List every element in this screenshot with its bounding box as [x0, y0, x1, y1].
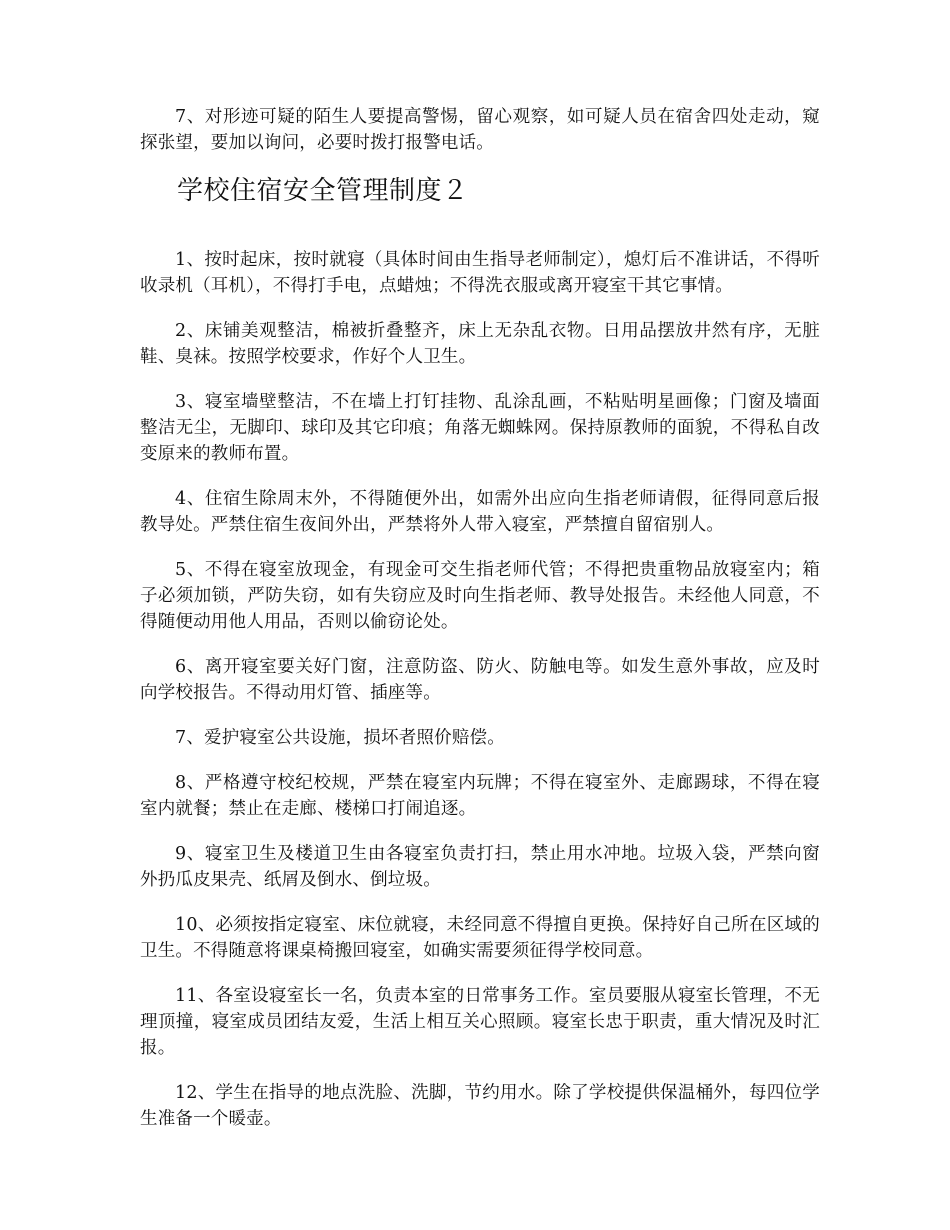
rule-paragraph: 8、严格遵守校纪校规，严禁在寝室内玩牌；不得在寝室外、走廊踢球，不得在寝室内就餐；禁止在走廊、楼梯口打闹追逐。	[140, 773, 820, 819]
rule-paragraph: 3、寝室墙壁整洁，不在墙上打钉挂物、乱涂乱画，不粘贴明星画像；门窗及墙面整洁无尘，无脚印、球印及其它印痕；角落无蜘蛛网。保持原教师的面貌，不得私自改变原来的教师布置。	[140, 392, 820, 464]
rule-paragraph: 6、离开寝室要关好门窗，注意防盗、防火、防触电等。如发生意外事故，应及时向学校报告。不得动用灯管、插座等。	[140, 657, 820, 703]
rule-paragraph: 1、按时起床，按时就寝（具体时间由生指导老师制定），熄灯后不准讲话，不得听收录机（耳机），不得打手电，点蜡烛；不得洗衣服或离开寝室干其它事情。	[140, 250, 820, 296]
rule-paragraph: 11、各室设寝室长一名，负责本室的日常事务工作。室员要服从寝室长管理，不无理顶撞，寝室成员团结友爱，生活上相互关心照顾。寝室长忠于职责，重大情况及时汇报。	[140, 986, 820, 1058]
document-page	[140, 104, 820, 1132]
rule-paragraph: 10、必须按指定寝室、床位就寝，未经同意不得擅自更换。保持好自己所在区域的卫生。不得随意将课桌椅搬回寝室，如确实需要须征得学校同意。	[140, 915, 820, 961]
rule-paragraph: 2、床铺美观整洁，棉被折叠整齐，床上无杂乱衣物。日用品摆放井然有序，无脏鞋、臭袜。按照学校要求，作好个人卫生。	[140, 321, 820, 367]
rule-paragraph: 7、爱护寝室公共设施，损坏者照价赔偿。	[175, 728, 505, 748]
rules-list	[140, 247, 820, 1132]
rule-paragraph: 5、不得在寝室放现金，有现金可交生指老师代管；不得把贵重物品放寝室内；箱子必须加锁，严防失窃，如有失窃应及时向生指老师、教导处报告。未经他人同意，不得随便动用他人用品，否则以偷窃论处。	[140, 560, 820, 632]
intro-paragraph: 7、对形迹可疑的陌生人要提高警惕，留心观察，如可疑人员在宿舍四处走动，窥探张望，要加以询问，必要时拨打报警电话。	[140, 107, 820, 153]
rule-paragraph: 12、学生在指导的地点洗脸、洗脚，节约用水。除了学校提供保温桶外，每四位学生准备一个暖壶。	[140, 1083, 820, 1129]
section-title: 学校住宿安全管理制度２	[177, 176, 469, 206]
rule-paragraph: 9、寝室卫生及楼道卫生由各寝室负责打扫，禁止用水冲地。垃圾入袋，严禁向窗外扔瓜皮果壳、纸屑及倒水、倒垃圾。	[140, 844, 820, 890]
rule-paragraph: 4、住宿生除周末外，不得随便外出，如需外出应向生指老师请假，征得同意后报教导处。严禁住宿生夜间外出，严禁将外人带入寝室，严禁擅自留宿别人。	[140, 489, 820, 535]
